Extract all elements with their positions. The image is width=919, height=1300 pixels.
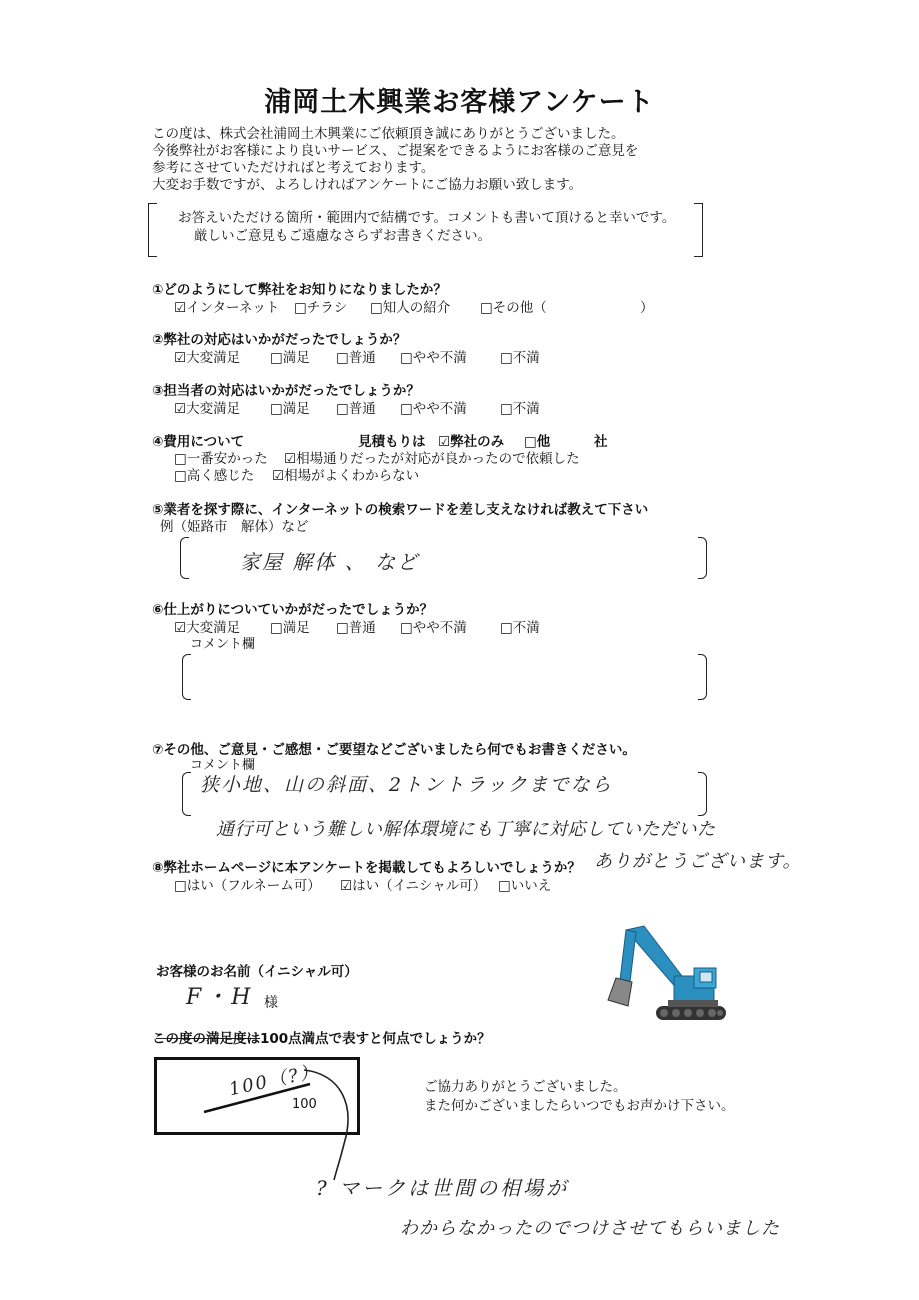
instruction-note bbox=[178, 209, 675, 245]
footnote-line-2: わからなかったのでつけさせてもらいました bbox=[400, 1218, 780, 1239]
q5-handwritten-answer: 家屋 解体 、 など bbox=[240, 550, 420, 574]
thanks-line: ご協力ありがとうございました。 bbox=[424, 1079, 627, 1095]
thanks-message bbox=[424, 1078, 735, 1116]
estimate-label: 見積もりは bbox=[358, 434, 426, 450]
question-1: ①どのようにして弊社をお知りになりましたか？ bbox=[152, 282, 447, 298]
q3-option-dissatisfied[interactable]: □不満 bbox=[500, 401, 540, 417]
q6-comment-label: コメント欄 bbox=[190, 637, 256, 652]
q6-option-very-satisfied[interactable]: ☑大変満足 bbox=[174, 620, 241, 636]
q2-option-dissatisfied[interactable]: □不満 bbox=[500, 350, 540, 366]
q6-bracket-left bbox=[182, 654, 191, 700]
survey-title: 浦岡土木興業お客様アンケート bbox=[264, 87, 655, 118]
q3-option-very-satisfied[interactable]: ☑大変満足 bbox=[174, 401, 241, 417]
name-label: お客様のお名前（イニシャル可） bbox=[156, 964, 358, 980]
intro-line: 今後弊社がお客様により良いサービス、ご提案をできるようにお客様のご意見を bbox=[152, 143, 639, 159]
footnote-line-1: ? マークは世間の相場が bbox=[316, 1176, 570, 1200]
q6-bracket-right bbox=[698, 654, 707, 700]
question-7: ⑦その他、ご意見・ご感想・ご要望などございましたら何でもお書きください。 bbox=[152, 742, 636, 758]
name-handwritten: F・H bbox=[186, 985, 255, 1010]
q5-example: 例（姫路市 解体）など bbox=[160, 519, 309, 535]
question-3: ③担当者の対応はいかがだったでしょうか？ bbox=[152, 383, 420, 399]
q5-bracket-right bbox=[698, 537, 707, 579]
q2-option-satisfied[interactable]: □満足 bbox=[270, 350, 310, 366]
intro-line: この度は、株式会社浦岡土木興業にご依頼頂き誠にありがとうございました。 bbox=[152, 126, 625, 142]
question-6: ⑥仕上がりについていかがだったでしょうか？ bbox=[152, 602, 434, 618]
note-line: お答えいただける箇所・範囲内で結構です。コメントも書いて頂けると幸いです。 bbox=[178, 210, 676, 226]
q5-bracket-left bbox=[180, 537, 189, 579]
q6-option-neutral[interactable]: □普通 bbox=[336, 620, 376, 636]
q4-option-market-good-service[interactable]: ☑相場通りだったが対応が良かったので依頼した bbox=[284, 451, 580, 467]
q7-bracket-right bbox=[698, 772, 707, 816]
question-5: ⑤業者を探す際に、インターネットの検索ワードを差し支えなければ教えて下さい bbox=[152, 502, 649, 518]
q4-option-expensive[interactable]: □高く感じた bbox=[174, 468, 255, 484]
q2-option-slightly-dissatisfied[interactable]: □やや不満 bbox=[400, 350, 467, 366]
question-8: ⑧弊社ホームページに本アンケートを掲載してもよろしいでしょうか？ bbox=[152, 860, 581, 876]
note-bracket-right bbox=[694, 203, 703, 257]
q7-handwritten-line-1: 狭小地、山の斜面、2トントラックまでなら bbox=[200, 774, 613, 796]
question-4: ④費用について bbox=[152, 434, 245, 450]
score-printed-value: 100 bbox=[292, 1097, 317, 1112]
q4-option-cheapest[interactable]: □一番安かった bbox=[174, 451, 268, 467]
excavator-illustration bbox=[596, 920, 732, 1026]
q8-option-no[interactable]: □いいえ bbox=[498, 878, 552, 894]
q6-comment-field[interactable] bbox=[194, 656, 694, 696]
q7-handwritten-line-3: ありがとうございます。 bbox=[594, 851, 802, 872]
q1-option-other[interactable]: □その他（ bbox=[480, 300, 547, 316]
estimate-others-count-suffix: 社 bbox=[594, 434, 608, 450]
q3-option-neutral[interactable]: □普通 bbox=[336, 401, 376, 417]
question-2: ②弊社の対応はいかがだったでしょうか？ bbox=[152, 332, 407, 348]
q8-option-initials[interactable]: ☑はい（イニシャル可） bbox=[340, 878, 487, 894]
q6-option-dissatisfied[interactable]: □不満 bbox=[500, 620, 540, 636]
intro-line: 参考にさせていただければと考えております。 bbox=[152, 160, 435, 176]
q1-option-flyer[interactable]: □チラシ bbox=[294, 300, 348, 316]
q7-handwritten-line-2: 通行可という難しい解体環境にも丁寧に対応していただいた bbox=[216, 819, 716, 840]
note-bracket-left bbox=[148, 203, 157, 257]
annotation-arrow bbox=[300, 1064, 370, 1184]
q2-option-neutral[interactable]: □普通 bbox=[336, 350, 376, 366]
intro-text bbox=[152, 126, 638, 194]
name-honorific: 様 bbox=[264, 995, 278, 1011]
q2-option-very-satisfied[interactable]: ☑大変満足 bbox=[174, 350, 241, 366]
q4-option-unknown-market[interactable]: ☑相場がよくわからない bbox=[272, 468, 420, 484]
note-line: 厳しいご意見もご遠慮なさらずお書きください。 bbox=[194, 228, 491, 244]
intro-line: 大変お手数ですが、よろしければアンケートにご協力お願い致します。 bbox=[152, 177, 583, 193]
score-question: この度の満足度は100点満点で表すと何点でしょうか？ bbox=[152, 1031, 491, 1047]
q3-option-slightly-dissatisfied[interactable]: □やや不満 bbox=[400, 401, 467, 417]
q1-option-internet[interactable]: ☑インターネット bbox=[174, 300, 280, 316]
q6-option-satisfied[interactable]: □満足 bbox=[270, 620, 310, 636]
q8-option-full-name[interactable]: □はい（フルネーム可） bbox=[174, 878, 321, 894]
q3-option-satisfied[interactable]: □満足 bbox=[270, 401, 310, 417]
q1-option-referral[interactable]: □知人の紹介 bbox=[370, 300, 451, 316]
q7-bracket-left bbox=[182, 772, 191, 816]
thanks-line: また何かございましたらいつでもお声かけ下さい。 bbox=[424, 1098, 735, 1114]
estimate-option-others[interactable]: □他 bbox=[524, 434, 551, 450]
q6-option-slightly-dissatisfied[interactable]: □やや不満 bbox=[400, 620, 467, 636]
q7-comment-label: コメント欄 bbox=[190, 758, 256, 773]
estimate-option-only-us[interactable]: ☑弊社のみ bbox=[438, 434, 505, 450]
score-handwritten: 100（?） bbox=[227, 1060, 322, 1101]
q1-option-other-close: ） bbox=[640, 300, 654, 316]
